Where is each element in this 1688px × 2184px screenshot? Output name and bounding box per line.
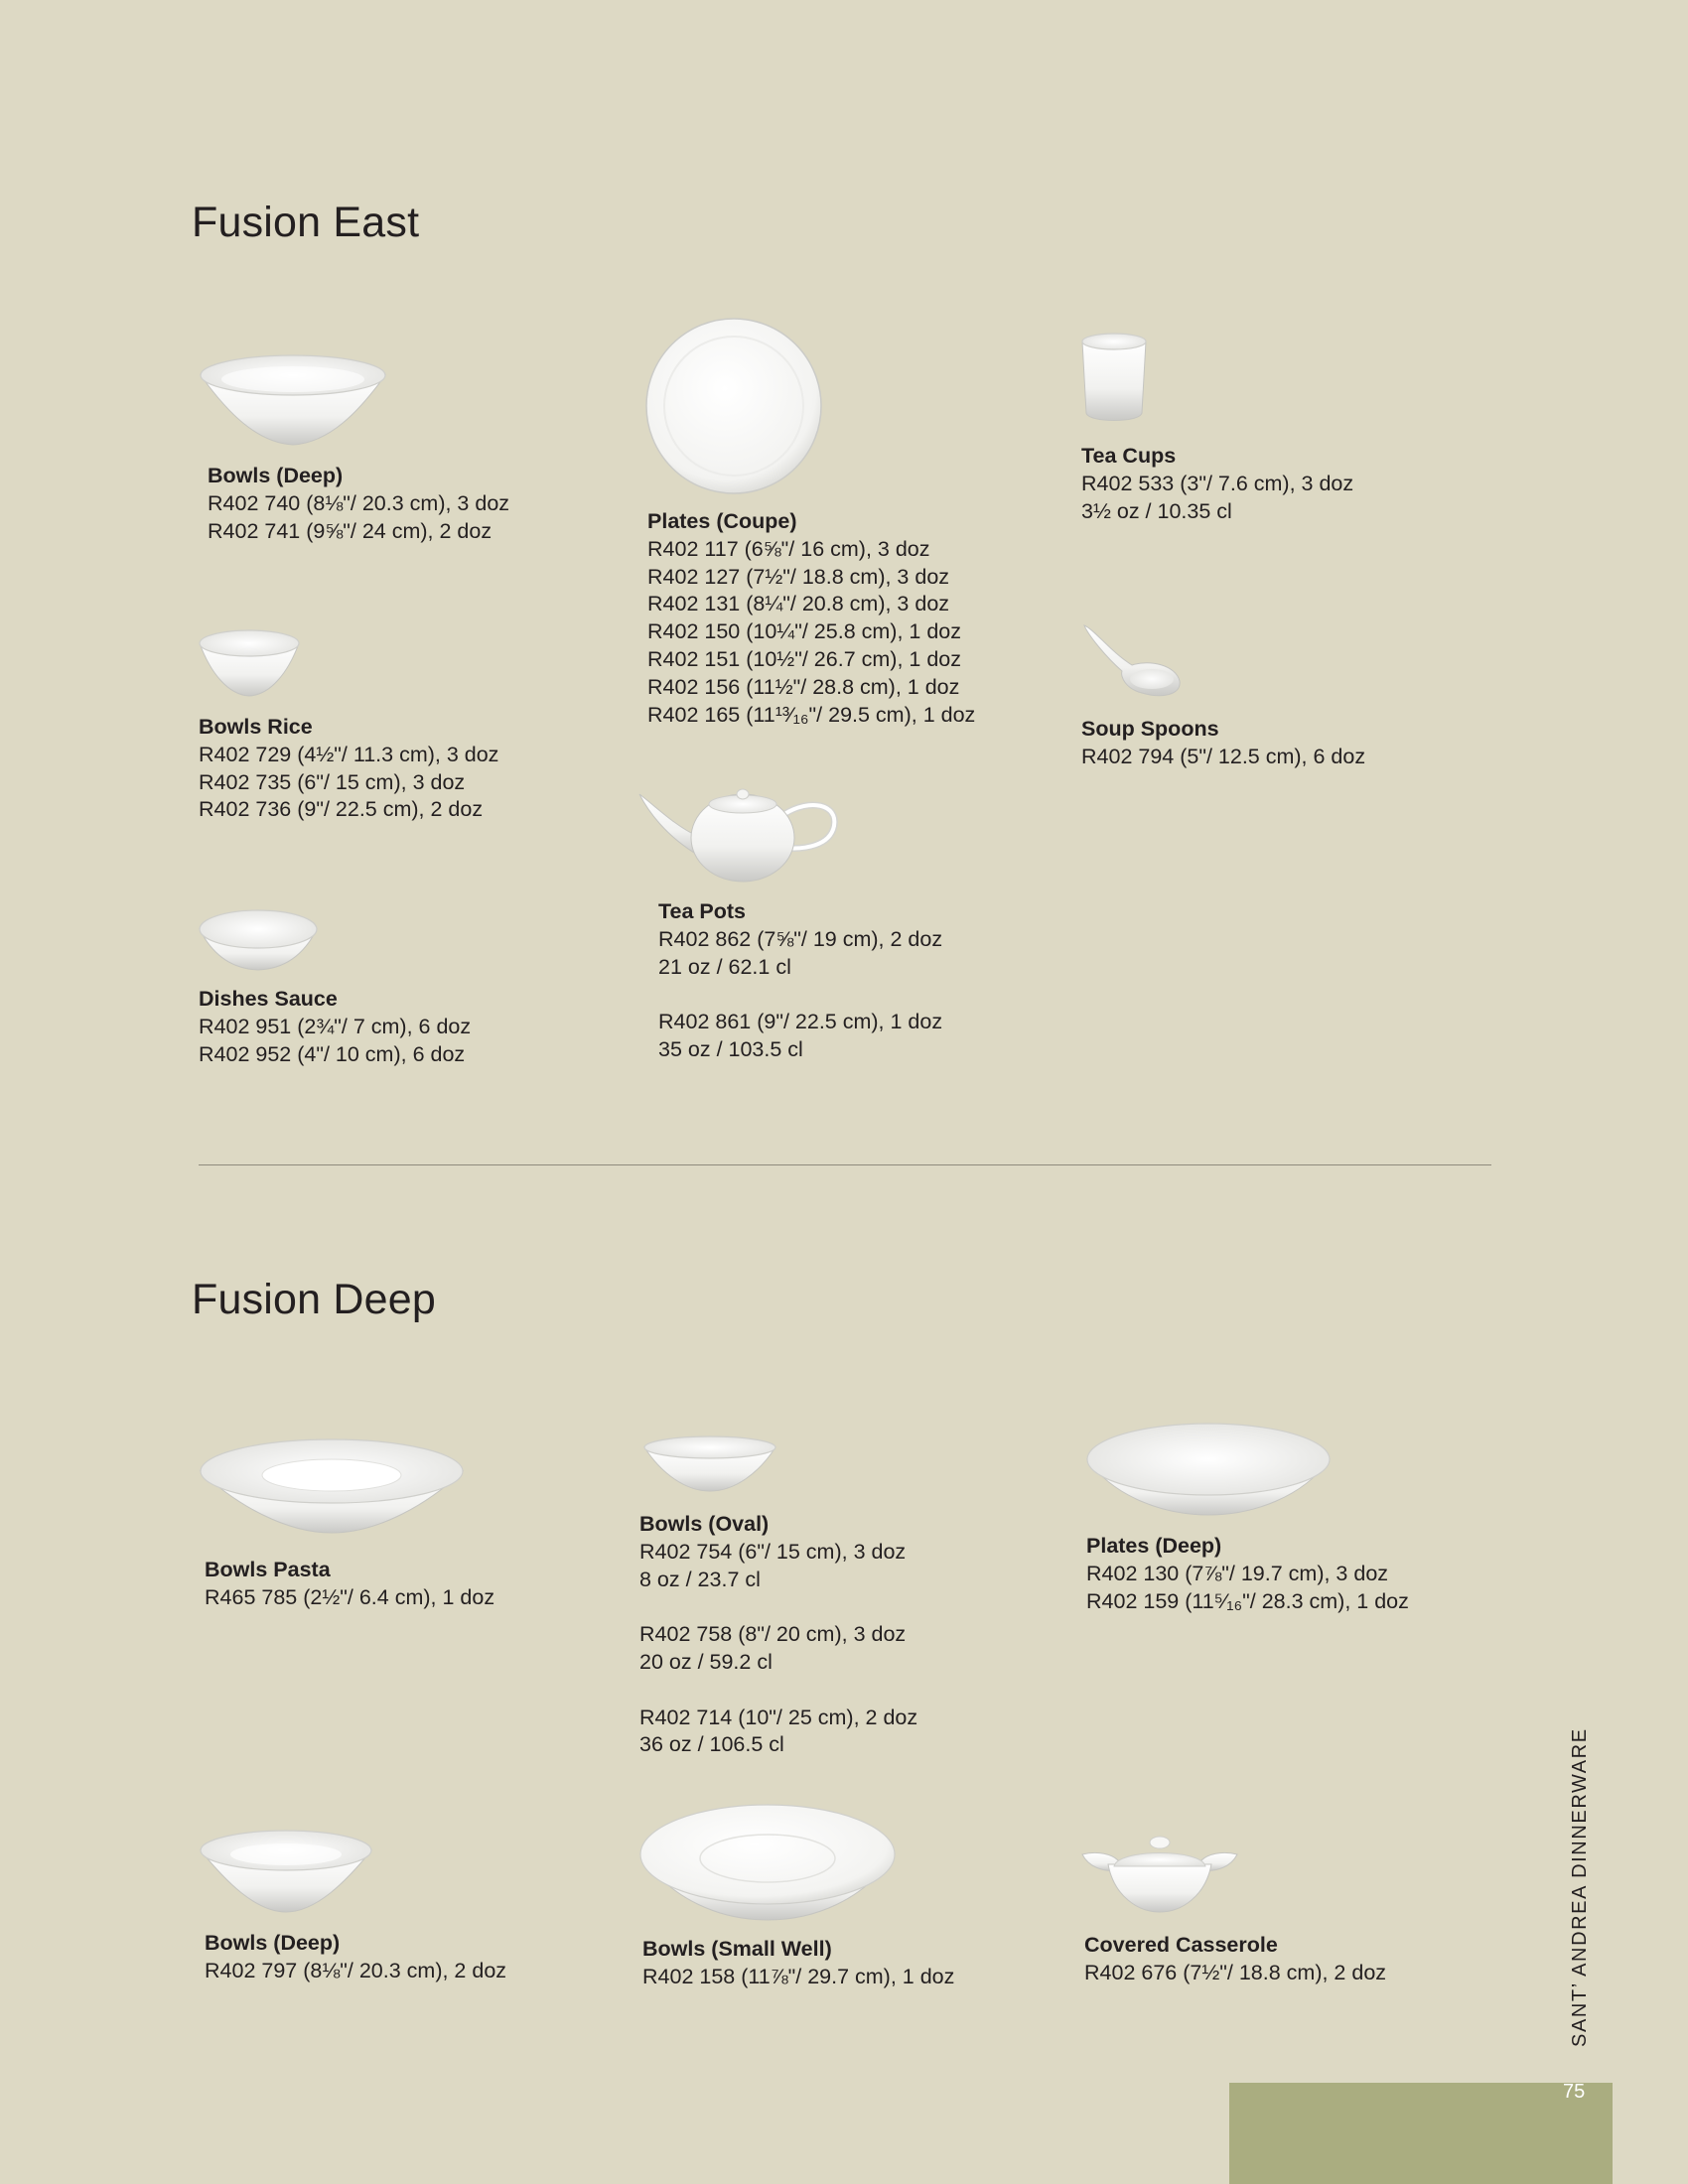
- item-line: R402 951 (2¾"/ 7 cm), 6 doz: [199, 1014, 472, 1038]
- section-title-fusion-east: Fusion East: [192, 199, 420, 246]
- pasta-bowl-image: [197, 1435, 467, 1537]
- item-line: 36 oz / 106.5 cl: [639, 1732, 784, 1757]
- item-name: Tea Cups: [1081, 444, 1177, 468]
- side-label: SANT’ ANDREA DINNERWARE: [1569, 1727, 1591, 2047]
- item-plates-coupe: [647, 508, 975, 729]
- item-line: R402 130 (7⅞"/ 19.7 cm), 3 doz: [1086, 1561, 1389, 1585]
- item-bowls-rice: [199, 714, 498, 824]
- item-name: Bowls (Oval): [639, 1512, 770, 1536]
- item-line: R402 758 (8"/ 20 cm), 3 doz: [639, 1622, 907, 1647]
- item-line: 21 oz / 62.1 cl: [658, 954, 791, 979]
- item-line: R402 676 (7½"/ 18.8 cm), 2 doz: [1084, 1960, 1387, 1984]
- item-line: R402 794 (5"/ 12.5 cm), 6 doz: [1081, 744, 1366, 768]
- item-line: R402 714 (10"/ 25 cm), 2 doz: [639, 1705, 918, 1729]
- item-line: R402 754 (6"/ 15 cm), 3 doz: [639, 1539, 907, 1564]
- item-tea-cups: [1081, 443, 1353, 525]
- item-bowls-oval: [639, 1511, 917, 1759]
- item-line: R402 729 (4½"/ 11.3 cm), 3 doz: [199, 742, 499, 766]
- covered-casserole-image: [1078, 1825, 1241, 1916]
- item-spacer: [658, 981, 942, 1009]
- item-soup-spoons: [1081, 716, 1365, 771]
- small-well-bowl-image: [637, 1801, 898, 1924]
- item-name: Plates (Deep): [1086, 1534, 1222, 1558]
- item-line: R402 533 (3"/ 7.6 cm), 3 doz: [1081, 471, 1354, 495]
- item-line: R402 117 (6⅝"/ 16 cm), 3 doz: [647, 536, 930, 561]
- deep-bowl-image: [197, 1827, 375, 1916]
- item-line: R402 952 (4"/ 10 cm), 6 doz: [199, 1041, 466, 1066]
- item-name: Bowls (Small Well): [642, 1937, 832, 1961]
- oval-bowl-image: [641, 1433, 778, 1495]
- item-line: 20 oz / 59.2 cl: [639, 1649, 773, 1674]
- item-line: R402 131 (8¼"/ 20.8 cm), 3 doz: [647, 592, 950, 616]
- tea-cup-image: [1078, 332, 1150, 427]
- item-name: Plates (Coupe): [647, 509, 797, 533]
- item-line: R402 735 (6"/ 15 cm), 3 doz: [199, 769, 466, 794]
- sauce-dish-image: [197, 907, 320, 973]
- section-title-fusion-deep: Fusion Deep: [192, 1276, 437, 1323]
- item-dishes-sauce: [199, 986, 471, 1068]
- item-name: Covered Casserole: [1084, 1933, 1278, 1957]
- item-line: R402 127 (7½"/ 18.8 cm), 3 doz: [647, 564, 950, 589]
- item-name: Dishes Sauce: [199, 987, 338, 1011]
- page-number: 75: [1563, 2081, 1586, 2103]
- item-line: R402 165 (11¹³⁄₁₆"/ 29.5 cm), 1 doz: [647, 702, 976, 727]
- item-line: R402 797 (8⅛"/ 20.3 cm), 2 doz: [205, 1958, 507, 1982]
- bowl-deep-image: [197, 353, 389, 449]
- item-line: R402 158 (11⅞"/ 29.7 cm), 1 doz: [642, 1964, 955, 1988]
- item-spacer: [639, 1677, 917, 1705]
- item-line: 3½ oz / 10.35 cl: [1081, 498, 1232, 523]
- deep-plate-image: [1084, 1420, 1333, 1519]
- soup-spoon-image: [1080, 619, 1184, 703]
- coupe-plate-image: [643, 316, 824, 496]
- item-line: R402 151 (10½"/ 26.7 cm), 1 doz: [647, 646, 961, 671]
- item-bowls-deep-east: [208, 463, 509, 545]
- item-line: R402 740 (8⅛"/ 20.3 cm), 3 doz: [208, 490, 510, 515]
- item-bowls-small-well: [642, 1936, 954, 1991]
- item-name: Bowls (Deep): [205, 1931, 341, 1955]
- item-line: 8 oz / 23.7 cl: [639, 1567, 761, 1591]
- item-line: R402 861 (9"/ 22.5 cm), 1 doz: [658, 1010, 943, 1034]
- item-bowls-deep-deep: [205, 1930, 506, 1985]
- item-line: R402 156 (11½"/ 28.8 cm), 1 doz: [647, 674, 960, 699]
- item-line: R465 785 (2½"/ 6.4 cm), 1 doz: [205, 1584, 495, 1609]
- item-line: R402 159 (11⁵⁄₁₆"/ 28.3 cm), 1 doz: [1086, 1588, 1409, 1613]
- page-number-tab: [1229, 2083, 1613, 2184]
- item-line: R402 862 (7⅝"/ 19 cm), 2 doz: [658, 926, 943, 951]
- item-line: R402 741 (9⅝"/ 24 cm), 2 doz: [208, 518, 492, 543]
- item-line: R402 150 (10¼"/ 25.8 cm), 1 doz: [647, 619, 961, 644]
- section-divider: [199, 1164, 1491, 1165]
- rice-bowl-image: [197, 627, 302, 699]
- teapot-image: [635, 776, 842, 886]
- item-line: 35 oz / 103.5 cl: [658, 1036, 803, 1061]
- item-plates-deep: [1086, 1533, 1409, 1615]
- item-name: Soup Spoons: [1081, 717, 1219, 741]
- item-tea-pots: [658, 898, 942, 1064]
- item-name: Bowls Pasta: [205, 1558, 331, 1581]
- item-covered-casserole: [1084, 1932, 1386, 1987]
- item-name: Bowls Rice: [199, 715, 313, 739]
- item-spacer: [639, 1593, 917, 1621]
- item-name: Bowls (Deep): [208, 464, 344, 487]
- item-name: Tea Pots: [658, 899, 747, 923]
- item-line: R402 736 (9"/ 22.5 cm), 2 doz: [199, 797, 484, 822]
- item-bowls-pasta: [205, 1557, 494, 1612]
